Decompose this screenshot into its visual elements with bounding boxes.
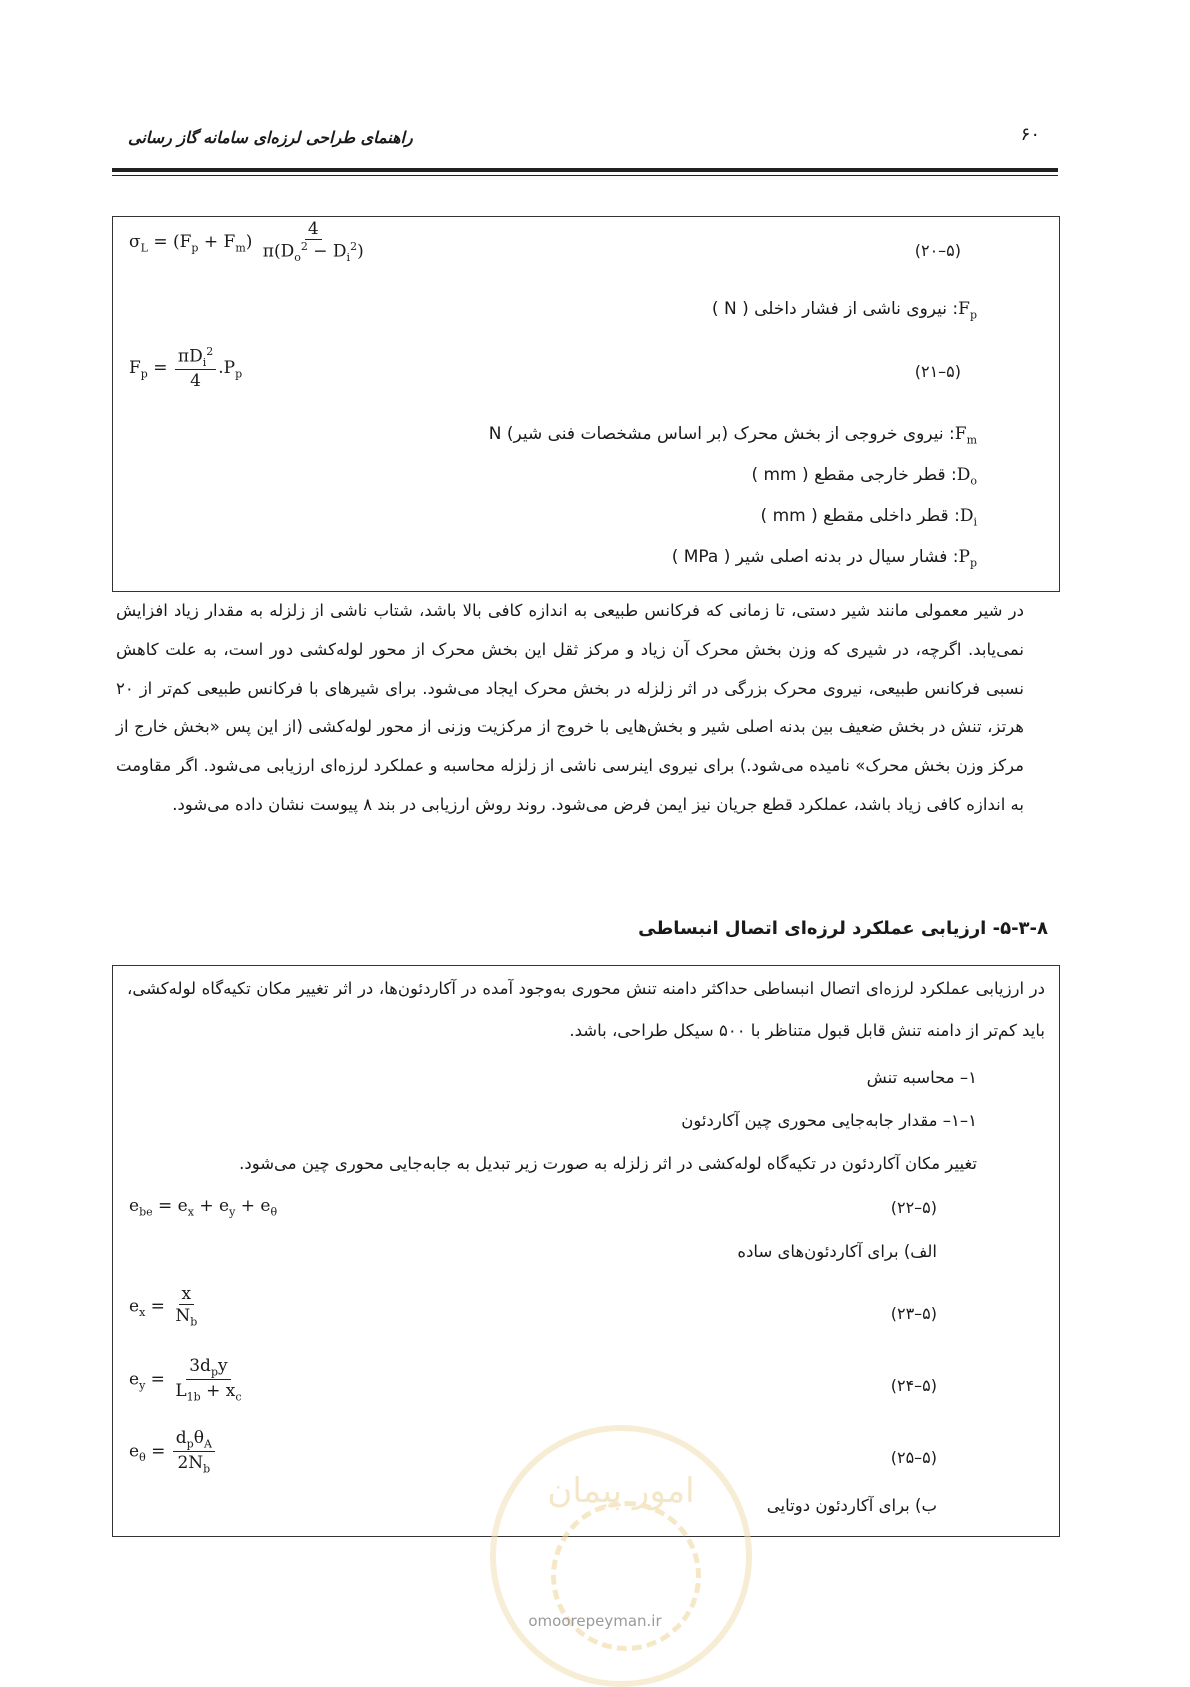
- definition-do-text: : قطر خارجی مقطع ( mm ): [751, 465, 957, 485]
- equation-5-20: $\sigma_L = (F_p + F_m)$ $\frac{4}{\pi(D_o^2 - D_i^2)}$: [129, 219, 364, 265]
- equation-5-24: $e_y$ = $\frac{3d_py}{L_{1b} + x_c}$: [129, 1356, 242, 1403]
- equation-5-25: $e_\theta$ = $\frac{d_p\theta_A}{2N_b}$: [129, 1428, 217, 1476]
- page-number: ۶۰: [1020, 124, 1040, 145]
- body-paragraph: در شیر معمولی مانند شیر دستی، تا زمانی که فرکانس طبیعی به اندازه کافی بالا باشد، شتاب ناشی از زلزله به مقدار زیاد افزایش نمی‌یابد. اگرچه، در شیری که وزن بخش محرک آن زیاد و مرکز ثقل این بخش محرک از محور لوله‌کشی دور است، به علت کاهش نسبی فرکانس طبیعی، نیروی محرک بزرگی در اثر زلزله در بخش محرک ایجاد می‌شود. برای شیرهای با فرکانس طبیعی کم‌تر از ۲۰ هرتز، تنش در بخش ضعیف بین بدنه اصلی شیر و بخش‌هایی با خروج از مرکزیت وزنی از محور لوله‌کشی (از این پس «بخش خارج از مرکز وزن بخش محرک» نامیده می‌شود.) برای نیروی اینرسی ناشی از زلزله محاسبه و عملکرد لرزه‌ای ارزیابی می‌شود. اگر مقاومت به اندازه کافی زیاد باشد، عملکرد قطع جریان نیز ایمن فرض می‌شود. روند روش ارزیابی در بند ۸ پیوست نشان داده می‌شود.: [116, 601, 1024, 814]
- definition-fm-text: : نیروی خروجی از بخش محرک (بر اساس مشخصات فنی شیر) N: [488, 424, 955, 444]
- definition-di-text: : قطر داخلی مقطع ( mm ): [760, 506, 960, 526]
- header-rule-thin: [112, 175, 1058, 176]
- definition-pp: [672, 547, 977, 569]
- symbol-do: $D_o$: [956, 465, 977, 488]
- running-header-title: راهنمای طراحی لرزه‌ای سامانه گاز رسانی: [128, 128, 413, 147]
- symbol-pp: $P_p$: [958, 547, 977, 570]
- symbol-fm: $F_m$: [954, 424, 977, 447]
- definition-fp-text: : نیروی ناشی از فشار داخلی ( N ): [711, 299, 959, 319]
- equation-5-23: $e_x$ = $\frac{x}{N_b}$: [129, 1284, 198, 1329]
- case-a-label: الف) برای آکاردئون‌های ساده: [737, 1242, 937, 1261]
- definition-fm: [489, 424, 977, 446]
- equation-number-5-20: (۵–۲۰): [914, 241, 961, 260]
- box2-intro: در ارزیابی عملکرد لرزه‌ای اتصال انبساطی حداکثر دامنه تنش محوری به‌وجود آمده در آکاردئون‌ها، در اثر تغییر مکان تکیه‌گاه لوله‌کشی، باید کم‌تر از دامنه تنش قابل قبول متناظر با ۵۰۰ سیکل طراحی، باشد.: [127, 979, 1045, 1040]
- step-description: تغییر مکان آکاردئون در تکیه‌گاه لوله‌کشی در اثر زلزله به صورت زیر تبدیل به جابه‌جایی محوری چین می‌شود.: [239, 1154, 977, 1173]
- equation-5-22: $e_{be} = e_x + e_y + e_\theta$: [129, 1196, 278, 1219]
- definition-pp-text: : فشار سیال در بدنه اصلی شیر ( MPa ): [671, 547, 959, 567]
- step-1-heading: ۱– محاسبه تنش: [866, 1068, 977, 1087]
- case-b-label: ب) برای آکاردئون دوتایی: [766, 1496, 937, 1515]
- section-heading: ۵-۳-۸- ارزیابی عملکرد لرزه‌ای اتصال انبساطی: [638, 918, 1048, 939]
- equation-number-5-22: (۵–۲۲): [890, 1198, 937, 1217]
- watermark-logo-text: امور پیمان: [547, 1471, 695, 1511]
- formula-box-1: [112, 216, 1060, 592]
- equation-number-5-23: (۵–۲۳): [890, 1304, 937, 1323]
- equation-number-5-21: (۵–۲۱): [914, 362, 961, 381]
- watermark-website: omoorepeyman.ir: [528, 1612, 662, 1630]
- header-rule-thick: [112, 168, 1058, 172]
- equation-5-21: $F_p$ = $\frac{\pi D_i^2}{4}$ $.P_p$: [129, 345, 243, 392]
- definition-fp: [712, 299, 977, 321]
- step-1-1-heading: ۱–۱– مقدار جابه‌جایی محوری چین آکاردئون: [681, 1111, 977, 1130]
- equation-number-5-25: (۵–۲۵): [890, 1448, 937, 1467]
- symbol-fp: $F_p$: [958, 299, 977, 322]
- definition-do: [751, 465, 977, 487]
- symbol-di: $D_i$: [959, 506, 977, 529]
- equation-number-5-24: (۵–۲۴): [890, 1376, 937, 1395]
- definition-di: [761, 506, 977, 528]
- watermark-logo: [490, 1425, 752, 1687]
